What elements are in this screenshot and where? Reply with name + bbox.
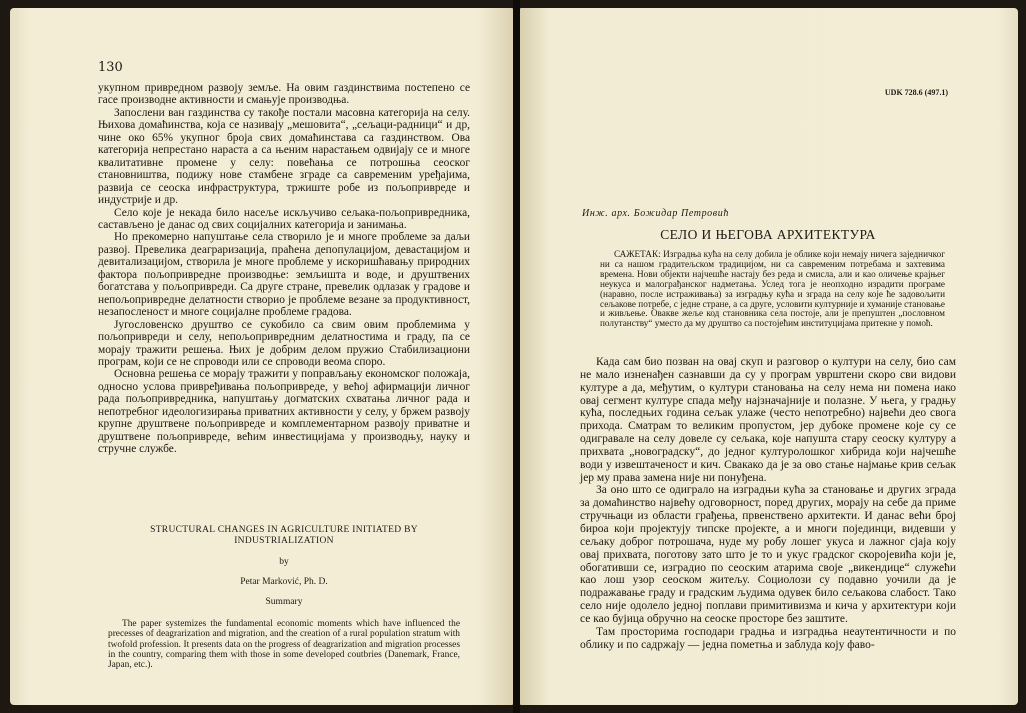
article-title: СЕЛО И ЊЕГОВА АРХИТЕКТУРА <box>660 227 876 242</box>
right-page <box>520 8 1018 705</box>
paragraph: За оно што се одиграло на изградњи кућа за становање и других зграда за домаћинство највећу одговорност, поред других, морају на себе да приме стручњаци из области грађења, првенствено архитекти. И данас већи број бироа који пројектују типске пројекте, а и многи појединци, видевши у сељаку доброг потрошача, нуде му робу лошег укуса и лажног сјаја коју овај прихвата, поготову зато што је то и укус градског скоројевића који је, обогативши се, изградио по сеоским атарима своје „викендице“ служећи као лош узор сеоском житељу. Социолози су подавно уочили да је подражавање граду и градским људима одувек било сељакова слабост. Тако село није одолело једној поплави примитивизма и кича у архитектури који се као бујица обручно на сеоске просторе без заштите. <box>580 484 956 625</box>
left-page <box>10 8 513 705</box>
book-gutter <box>513 0 520 713</box>
summary-heading: Summary <box>265 597 303 607</box>
article-author: Инж. арх. Божидар Петровић <box>582 208 729 219</box>
paragraph: Но прекомерно напуштање села створило је и многе проблеме за даљи развој. Превелика деаграризација, праћена депопулацијом, девастацијом и девитализацијом, створила је многе проблеме у искоришћавању природних фактора пољопривредне производње: земљишта и воде, и друштвених богатстава у пољопривреди. Са друге стране, превелик одлазак у градове и непољопривредне делатности створио је проблеме везане за продуктивност, незапосленост и многе социјалне проблеме градова. <box>98 231 470 319</box>
paragraph: Село које је некада било насеље искључиво сељака-пољопривредника, састављено је данас од свих социјалних категорија и занимања. <box>98 206 470 231</box>
paragraph: Када сам био позван на овај скуп и разговор о култури на селу, био сам не мало изненађен сазнавши да су у програм уврштени скоро сви видови културе а да, међутим, о култури становања на селу нема ни помена иако овај сегмент културе спада међу најзначајније и полазне. У њега, у градњу кућа, последњих година сељак улаже (често непотребно) највећи део свога прихода. Сматрам то великим пропустом, јер дубоке промене које су се одигравале на селу довеле су сељака, које напушта стару сеоску културу а прихвата „новоградску“, до једног културолошког хибрида који најчешће води у извештаченост и кич. Свакако да је за ово стање најмање крив сељак јер му права замена није ни понуђена. <box>580 356 956 484</box>
left-body-text <box>98 82 470 456</box>
paragraph: Југословенско друштво се сукобило са свим овим проблемима у пољопривреди и селу, непољопривредним делатностима и граду, па се морају тражити решења. Њих је добрим делом пружио Стабилизациони програм, који се не спроводи или се спроводи веома споро. <box>98 318 470 368</box>
right-body-text <box>580 356 956 651</box>
summary-author: Petar Marković, Ph. D. <box>240 577 328 587</box>
udk-code: UDK 728.6 (497.1) <box>884 88 948 97</box>
page-number: 130 <box>98 60 123 75</box>
article-abstract: САЖЕТАК: Изградња кућа на селу добила је облике који немају ничега заједничког ни са нашом градитељском традицијом, ни са савременим потребама и захтевима времена. Нови објекти најчешће настају без реда и смисла, али и као оличење крајњег неукуса и малограђанског надметања. Услед тога је неопходно израдити програме (наравно, после истраживања) за изградњу кућа и зграда на селу које ће задовољити сељакове потребе, с једне стране, а са друге, условити културније и хуманије становање и живљење. Овакве жеље код становника села постоје, али је препуштен „пословном полутанству“ уместо да му друштво са постојећим институцијама притекне у помоћ. <box>600 249 945 329</box>
english-summary <box>108 525 460 670</box>
paragraph: Основна решења се морају тражити у поправљању економског положаја, односно услова привређивања пољопривреде, у већој афирмацији личног рада пољопривредника, напуштању догматских схватања личног рада и непотребног идеологизирања приватних активности у селу, у бржем развоју крупне друштвене пољопривреде и комплементарном развоју приватне и друштвене пољопривреде, већим инвестицијама у производњу, науку и стручне службе. <box>98 368 470 456</box>
summary-abstract: The paper systemizes the fundamental economic moments which have influenced the precesses of deagrarization and migration, and the creation of a rural population stratum with twofold profession. It presents data on the progress of deagrarization and migration processes in the country, comparing them with those in some developed coutbries (Danemark, France, Japan, etc.). <box>108 619 460 671</box>
paragraph: Запослени ван газдинства су такође постали масовна категорија на селу. Њихова домаћинства, која се називају „мешовита“, „сељаци-радници“ и др, чине око 65% укупног броја свих домаћинстава са газдинством. Ова категорија непрестано нараста а са њеним нарастањем одвијају се и многе квалитативне промене у селу: повећања се потрошња сеоског становништва, подижу нове стамбене зграде са савременим уређајима, развија се сеоска инфраструктура, тржиште робе из пољопривреде и индустрије и др. <box>98 106 470 207</box>
summary-by: by <box>279 557 289 567</box>
paragraph: Там просторима господари градња и изградња неаутентичности и по облику и по садржају — једна пометња и заблуда коју фаво- <box>580 625 956 651</box>
paragraph: укупном привредном развоју земље. На овим газдинствима постепено се гасе производне активности и смањује производња. <box>98 82 470 107</box>
summary-article-title: STRUCTURAL CHANGES IN AGRICULTURE INITIATED BY INDUSTRIALIZATION <box>150 525 418 546</box>
